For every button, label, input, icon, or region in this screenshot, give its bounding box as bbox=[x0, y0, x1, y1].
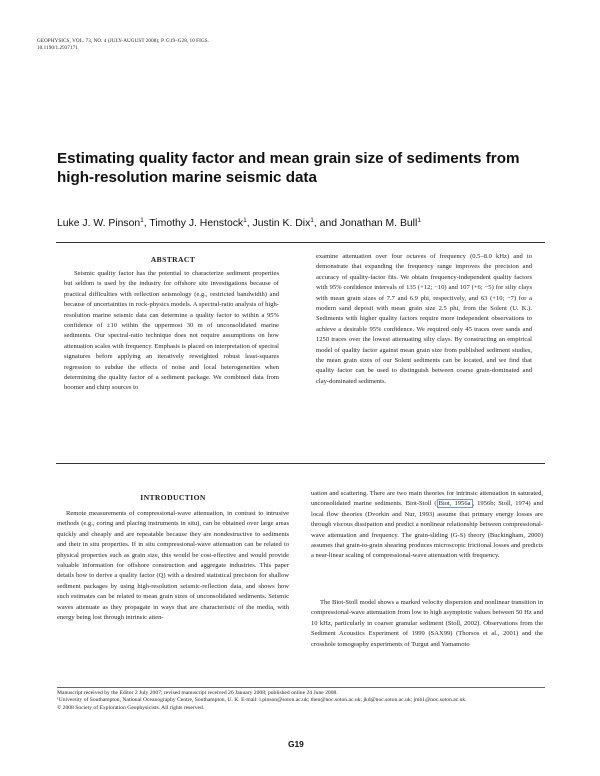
paper-title bbox=[57, 150, 557, 187]
author-separator: , bbox=[246, 218, 253, 229]
author-name: Jonathan M. Bull bbox=[339, 218, 418, 229]
introduction-text-segment: , 1956b; Stoll, 1974) and local flow theories (Dvorkin and Nur, 1993) assume that primary energy losses are through viscous dissipation and predict a nonlinear relationship between compressional-wave attenuation and frequency. The grain-sliding (G-S) theory (Buckingham, 2000) assumes that grain-to-grain shearing produces microscopic frictional losses and predicts a near-linear scaling of compressional-wave attenuation with frequency. bbox=[311, 500, 543, 560]
citation-link[interactable]: Biot, 1956a bbox=[438, 500, 471, 508]
introduction-text-right-paragraph bbox=[311, 489, 543, 562]
author-list bbox=[57, 217, 567, 230]
introduction-heading: INTRODUCTION bbox=[140, 493, 206, 502]
title-line-1: Estimating quality factor and mean grain size of sediments from bbox=[57, 150, 520, 167]
author-affiliation-mark: 1 bbox=[417, 217, 421, 224]
author-affiliation-mark: 1 bbox=[140, 217, 144, 224]
footnote-affiliation: ¹University of Southampton, National Oceanography Centre, Southampton, U. K. E-mail: l.pinson@soton.ac.uk; then@noc.soton.ac.uk; jkd@noc.soton.ac.uk; jmb1@noc.soton.ac.uk. bbox=[57, 697, 467, 704]
introduction-text-right-paragraph: The Biot-Stoll model shows a marked velocity dispersion and nonlinear transition in compressional-wave attenuation from low to high asymptotic values between 50 Hz and 10 kHz, particularly in coarser granular sediment (Stoll, 2002). Observations from the Sediment Acoustics Experiment of 1999 (SAX99) (Thorsos et al., 2001) and the crosshole tomography experiments of Turgut and Yamamoto bbox=[311, 599, 543, 648]
author-separator: , bbox=[143, 218, 150, 229]
author-separator: , and bbox=[313, 218, 340, 229]
abstract-text-right: examine attenuation over four octaves of frequency (0.5–8.0 kHz) and to demonstrate that expanding the frequency range improves the precision and accuracy of quality-factor fits. We obtain frequency-independent quality factors with 95% confidence intervals of 135 (+12; −10) and 107 (+6; −5) for silty clays with mean grain sizes of 7.7 and 6.9 phi, respectively, and 63 (+10; −7) for a modern sand deposit with mean grain size 2.5 phi, from the Solent (U. K.). Sediments with higher quality factors require more independent observations to achieve a desirable 95% confidence. We required only 45 traces over sands and 1250 traces over the lowest attenuating silty clays. By constructing an empirical model of quality factor against mean grain size from published sediment studies, the mean grain sizes of our Solent sediments can be located, and we find that quality factor can be used to distinguish between coarse grain-dominated and clay-dominated sediments. bbox=[316, 253, 532, 385]
abstract-heading: ABSTRACT bbox=[150, 255, 196, 264]
author-name: Justin K. Dix bbox=[252, 218, 311, 229]
footnote-received: Manuscript received by the Editor 2 July 2007; revised manuscript received 26 January 2008; published online 24 June 2008. bbox=[57, 690, 338, 696]
footnote-copyright: © 2008 Society of Exploration Geophysicists. All rights reserved. bbox=[57, 704, 205, 711]
footnotes bbox=[57, 690, 545, 712]
title-line-2: high-resolution marine seismic data bbox=[57, 168, 317, 186]
author-name: Timothy J. Henstock bbox=[149, 218, 244, 229]
journal-header bbox=[37, 38, 209, 52]
footnote-rule bbox=[57, 687, 545, 688]
abstract-text-left: Seismic quality factor has the potential to characterize sediment properties but seldom is used by the industry for offshore site investigations because of practical difficulties with reflection seismology (e.g., restricted bandwidth) and because of uncertainties in rock-physics models. A spectral-ratio analysis of high-resolution marine seismic data can determine a quality factor to within a 95% confidence of ±10 within the uppermost 30 m of unconsolidated marine sediments. Our spectral-ratio technique does not require assumptions on how attenuation scales with frequency. Emphasis is placed on interpretation of spectral signatures before applying an iteratively reweighted robust least-squares regression to subdue the effects of noise and local heterogeneities when determining the quality factor of a sediment package. We combined data from boomer and chirp sources to bbox=[64, 270, 279, 392]
author-affiliation-mark: 1 bbox=[243, 217, 247, 224]
introduction-text-left: Remote measurements of compressional-wave attenuation, in contrast to intrusive methods (e.g., coring and placing instruments in situ), can be obtained over large areas quickly and cheaply and are repeatable because they are nondestructive to sediments and their in situ properties. If in situ compressional-wave attenuation can be related to physical properties such as grain size, this would be cost-effective and would provide valuable information for offshore construction and aggregate industries. This paper details how to derive a quality factor (Q) with a desired statistical precision for shallow sediment packages by using high-resolution seismic-reflection data, and shows how such estimates can be related to mean grain sizes of unconsolidated sediments. Seismic waves attenuate as they propagate in ways that are characteristic of the media, with energy being lost through intrinsic atten- bbox=[57, 510, 289, 622]
page-number: G19 bbox=[288, 739, 304, 749]
journal-citation-line: GEOPHYSICS, VOL. 73, NO. 4 (JULY-AUGUST 2008); P. G19–G28, 10 FIGS. bbox=[37, 38, 209, 44]
author-name: Luke J. W. Pinson bbox=[57, 218, 141, 229]
introduction-text-segment: uation and scattering. There are two main theories for intrinsic attenuation in saturated, unconsolidated marine sediments. Biot-Stoll ( bbox=[311, 490, 543, 508]
doi-line: 10.1190/1.2937171 bbox=[37, 45, 79, 51]
author-affiliation-mark: 1 bbox=[310, 217, 314, 224]
